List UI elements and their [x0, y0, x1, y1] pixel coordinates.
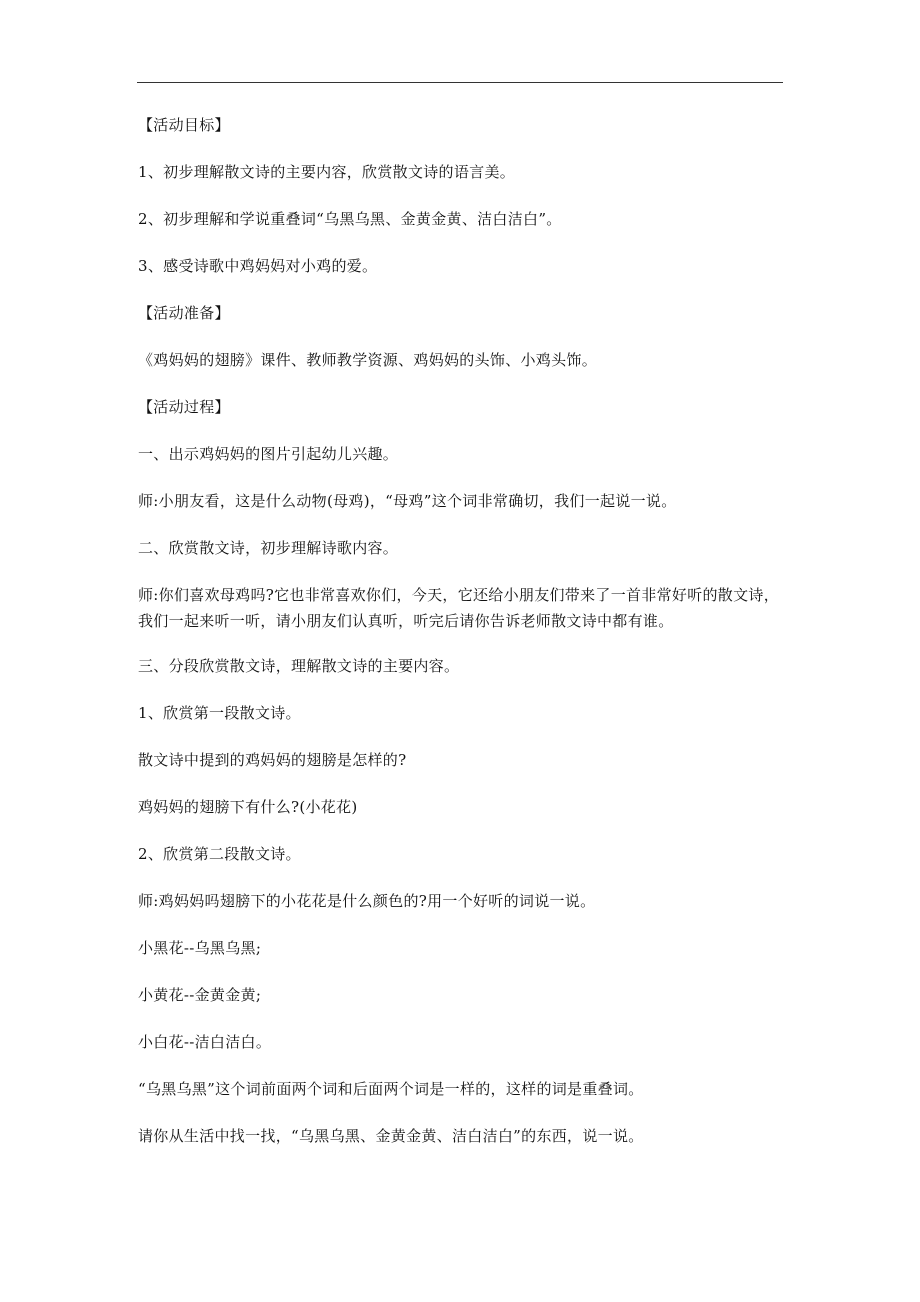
question-1: 散文诗中提到的鸡妈妈的翅膀是怎样的?: [138, 751, 407, 769]
teacher-line-3: 师:鸡妈妈吗翅膀下的小花花是什么颜色的?用一个好听的词说一说。: [138, 892, 596, 910]
teacher-line-2: 师:你们喜欢母鸡吗?它也非常喜欢你们，今天，它还给小朋友们带来了一首非常好听的散文诗，我们一起来听一听，请小朋友们认真听，听完后请你告诉老师散文诗中都有谁。: [138, 586, 779, 630]
goal-item-3: 3、感受诗歌中鸡妈妈对小鸡的爱。: [138, 257, 378, 275]
color-word-yellow: 小黄花--金黄金黄;: [138, 986, 262, 1004]
header-rule: [137, 82, 783, 83]
reduplication-explanation: “乌黑乌黑”这个词前面两个词和后面两个词是一样的，这样的词是重叠词。: [138, 1080, 644, 1098]
substep-2: 2、欣赏第二段散文诗。: [138, 845, 301, 863]
process-step-1: 一、出示鸡妈妈的图片引起幼儿兴趣。: [138, 445, 399, 463]
section-heading-preparation: 【活动准备】: [138, 304, 230, 322]
process-step-3: 三、分段欣赏散文诗，理解散文诗的主要内容。: [138, 657, 460, 675]
document-body: [138, 112, 788, 1170]
question-2: 鸡妈妈的翅膀下有什么?(小花花): [138, 798, 358, 816]
substep-1: 1、欣赏第一段散文诗。: [138, 704, 301, 722]
goal-item-2: 2、初步理解和学说重叠词“乌黑乌黑、金黄金黄、洁白洁白”。: [138, 210, 562, 228]
preparation-text: 《鸡妈妈的翅膀》课件、教师教学资源、鸡妈妈的头饰、小鸡头饰。: [138, 351, 598, 369]
teacher-line-1: 师:小朋友看，这是什么动物(母鸡)，“母鸡”这个词非常确切，我们一起说一说。: [138, 492, 677, 510]
color-word-black: 小黑花--乌黑乌黑;: [138, 939, 262, 957]
activity-prompt: 请你从生活中找一找，“乌黑乌黑、金黄金黄、洁白洁白”的东西，说一说。: [138, 1127, 644, 1145]
section-heading-process: 【活动过程】: [138, 398, 230, 416]
color-word-white: 小白花--洁白洁白。: [138, 1033, 272, 1051]
process-step-2: 二、欣赏散文诗，初步理解诗歌内容。: [138, 539, 399, 557]
goal-item-1: 1、初步理解散文诗的主要内容，欣赏散文诗的语言美。: [138, 163, 516, 181]
section-heading-goals: 【活动目标】: [138, 116, 230, 134]
